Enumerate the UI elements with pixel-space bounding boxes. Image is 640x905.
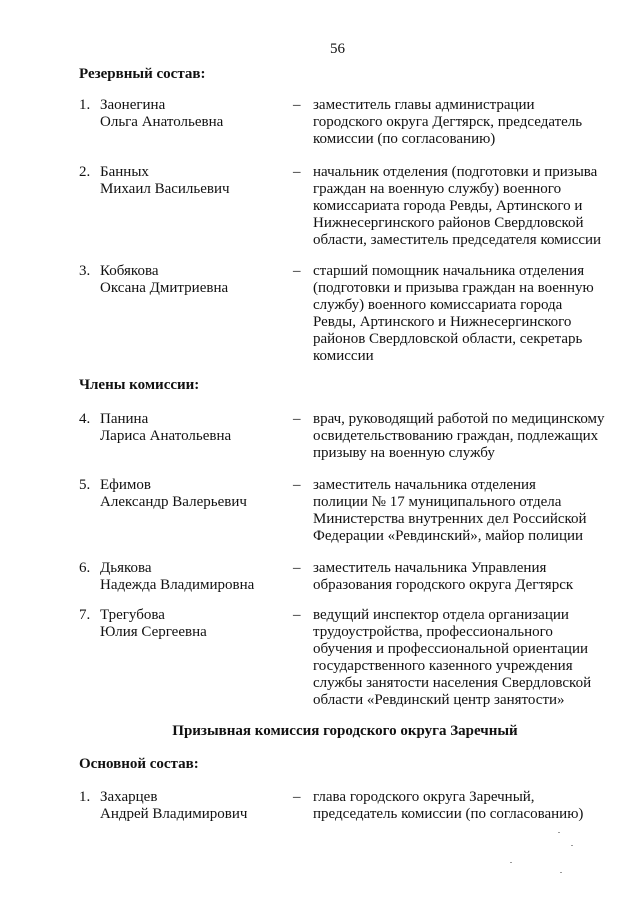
role-line: глава городского округа Заречный, (313, 789, 535, 805)
list-item (79, 477, 599, 557)
item-number: 1. (79, 789, 91, 805)
scan-speck (510, 862, 512, 863)
list-item (79, 263, 599, 364)
person-name (100, 560, 290, 594)
position-description (313, 263, 603, 365)
person-name (100, 789, 290, 823)
role-line: службы занятости населения Свердловской (313, 675, 592, 691)
role-line: граждан на военную службу) военного (313, 181, 562, 197)
role-line: полиции № 17 муниципального отдела (313, 494, 562, 510)
list-item (79, 789, 599, 869)
role-line: районов Свердловской области, секретарь (313, 331, 583, 347)
role-line: области, заместитель председателя комиссии (313, 232, 602, 248)
scan-speck (560, 872, 562, 873)
role-line: призыву на военную службу (313, 445, 495, 461)
commission-heading: Призывная комиссия городского округа Заречный (172, 723, 518, 739)
surname: Заонегина (100, 97, 166, 113)
position-description (313, 97, 603, 148)
given-names: Юлия Сергеевна (100, 624, 207, 640)
position-description (313, 411, 603, 462)
item-number: 6. (79, 560, 91, 576)
item-number: 4. (79, 411, 91, 427)
role-line: старший помощник начальника отделения (313, 263, 585, 279)
role-line: службу) военного комиссариата города (313, 297, 563, 313)
role-line: председатель комиссии (по согласованию) (313, 806, 584, 822)
person-name (100, 477, 290, 511)
dash: – (293, 789, 301, 805)
position-description (313, 607, 603, 709)
role-line: Нижнесергинского районов Свердловской (313, 215, 584, 231)
person-name (100, 411, 290, 445)
role-line: Министерства внутренних дел Российской (313, 511, 587, 527)
position-description (313, 477, 603, 545)
role-line: заместитель начальника отделения (313, 477, 536, 493)
dash: – (293, 607, 301, 623)
role-line: государственного казенного учреждения (313, 658, 573, 674)
role-line: врач, руководящий работой по медицинскому (313, 411, 605, 427)
role-line: обучения и профессиональной ориентации (313, 641, 589, 657)
item-number: 3. (79, 263, 91, 279)
role-line: Ревды, Артинского и Нижнесергинского (313, 314, 572, 330)
dash: – (293, 263, 301, 279)
main-section-heading: Основной состав: (79, 756, 199, 772)
role-line: комиссии (по согласованию) (313, 131, 496, 147)
item-number: 2. (79, 164, 91, 180)
page-number: 56 (330, 41, 345, 57)
role-line: начальник отделения (подготовки и призыва (313, 164, 598, 180)
surname: Трегубова (100, 607, 165, 623)
person-name (100, 97, 290, 131)
dash: – (293, 164, 301, 180)
reserve-section-heading: Резервный состав: (79, 66, 206, 82)
dash: – (293, 477, 301, 493)
surname: Захарцев (100, 789, 158, 805)
surname: Банных (100, 164, 149, 180)
role-line: образования городского округа Дегтярск (313, 577, 574, 593)
dash: – (293, 411, 301, 427)
surname: Панина (100, 411, 149, 427)
role-line: трудоустройства, профессионального (313, 624, 553, 640)
given-names: Михаил Васильевич (100, 181, 230, 197)
role-line: комиссии (313, 348, 374, 364)
list-item (79, 164, 602, 248)
given-names: Лариса Анатольевна (100, 428, 232, 444)
position-description (313, 789, 603, 823)
given-names: Александр Валерьевич (100, 494, 247, 510)
scan-speck (558, 832, 560, 833)
role-line: ведущий инспектор отдела организации (313, 607, 569, 623)
given-names: Андрей Владимирович (100, 806, 248, 822)
position-description (313, 560, 603, 594)
role-line: области «Ревдинский центр занятости» (313, 692, 565, 708)
given-names: Надежда Владимировна (100, 577, 255, 593)
role-line: городского округа Дегтярск, председатель (313, 114, 583, 130)
role-line: комиссариата города Ревды, Артинского и (313, 198, 583, 214)
members-section-heading: Члены комиссии: (79, 377, 200, 393)
given-names: Ольга Анатольевна (100, 114, 224, 130)
person-name (100, 263, 290, 297)
dash: – (293, 560, 301, 576)
role-line: освидетельствованию граждан, подлежащих (313, 428, 599, 444)
position-description (313, 164, 603, 249)
role-line: Федерации «Ревдинский», майор полиции (313, 528, 584, 544)
item-number: 7. (79, 607, 91, 623)
person-name (100, 164, 290, 198)
scan-speck (571, 845, 573, 846)
role-line: заместитель главы администрации (313, 97, 535, 113)
role-line: заместитель начальника Управления (313, 560, 547, 576)
surname: Кобякова (100, 263, 159, 279)
role-line: (подготовки и призыва граждан на военную (313, 280, 594, 296)
list-item (79, 607, 599, 708)
person-name (100, 607, 290, 641)
surname: Дьякова (100, 560, 152, 576)
item-number: 5. (79, 477, 91, 493)
dash: – (293, 97, 301, 113)
given-names: Оксана Дмитриевна (100, 280, 229, 296)
surname: Ефимов (100, 477, 151, 493)
item-number: 1. (79, 97, 91, 113)
